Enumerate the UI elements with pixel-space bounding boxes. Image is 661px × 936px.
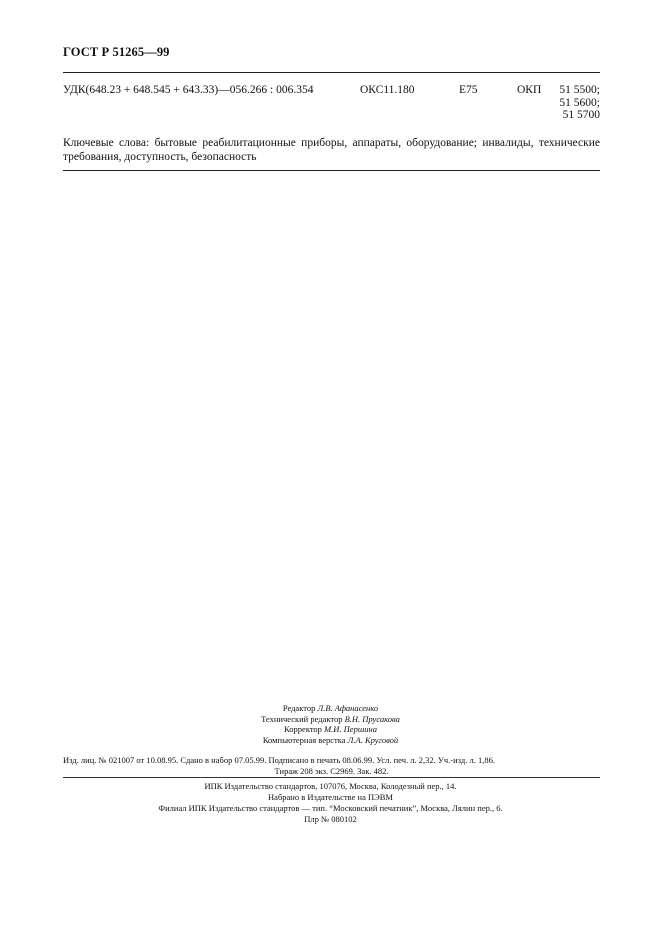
credit-role: Компьютерная верстка [262, 734, 346, 745]
keywords-paragraph: Ключевые слова: бытовые реабилитационные приборы, аппараты, оборудование; инвалиды, технические требования, доступность, безопасность [63, 137, 600, 163]
okp-code: 51 5500; [559, 84, 600, 96]
top-divider [63, 72, 600, 73]
publisher-line: Плр № 080102 [304, 814, 357, 824]
credit-name: Л.В. Афанасенко [317, 703, 379, 713]
credits-block [0, 703, 661, 745]
credit-role: Корректор [284, 724, 322, 734]
credit-name: М.И. Першина [324, 724, 377, 734]
publisher-line: Набрано в Издательстве на ПЭВМ [268, 792, 393, 802]
udk-code: УДК(648.23 + 648.545 + 643.33)—056.266 : 006.354 [63, 84, 314, 96]
credit-name: Л.А. Круговой [347, 734, 399, 745]
okp-code: 51 5600; [559, 96, 600, 109]
credit-line [0, 714, 661, 725]
bottom-divider [63, 170, 600, 171]
credit-line [0, 735, 661, 746]
publisher-block [0, 781, 661, 825]
imprint-block [63, 755, 600, 777]
credit-role: Редактор [282, 703, 316, 713]
oks-code: ОКС11.180 [360, 84, 415, 96]
okp-code: 51 5700 [562, 109, 600, 121]
credit-line [0, 724, 661, 735]
imprint-line: Изд. лиц. № 021007 от 10.08.95. Сдано в набор 07.05.99. Подписано в печать 08.06.99. Усл. печ. л. 2,32. Уч.-изд. л. 1,86. [63, 755, 495, 765]
publisher-line: Филиал ИПК Издательство стандартов — тип. “Московский печатник”, Москва, Лялин пер., 6. [158, 803, 503, 813]
credit-name: В.Н. Прусакова [344, 713, 400, 724]
imprint-line: Тираж 208 экз. С2969. Зак. 482. [274, 766, 389, 776]
credit-line [0, 703, 661, 714]
credit-role: Технический редактор [261, 713, 343, 724]
imprint-divider [63, 777, 600, 778]
okp-label: ОКП [517, 84, 542, 96]
publisher-line: ИПК Издательство стандартов, 107076, Москва, Колодезный пер., 14. [204, 781, 457, 791]
okp-codes [559, 84, 600, 122]
group-code: Е75 [459, 84, 478, 96]
standard-designation: ГОСТ Р 51265—99 [63, 45, 170, 59]
